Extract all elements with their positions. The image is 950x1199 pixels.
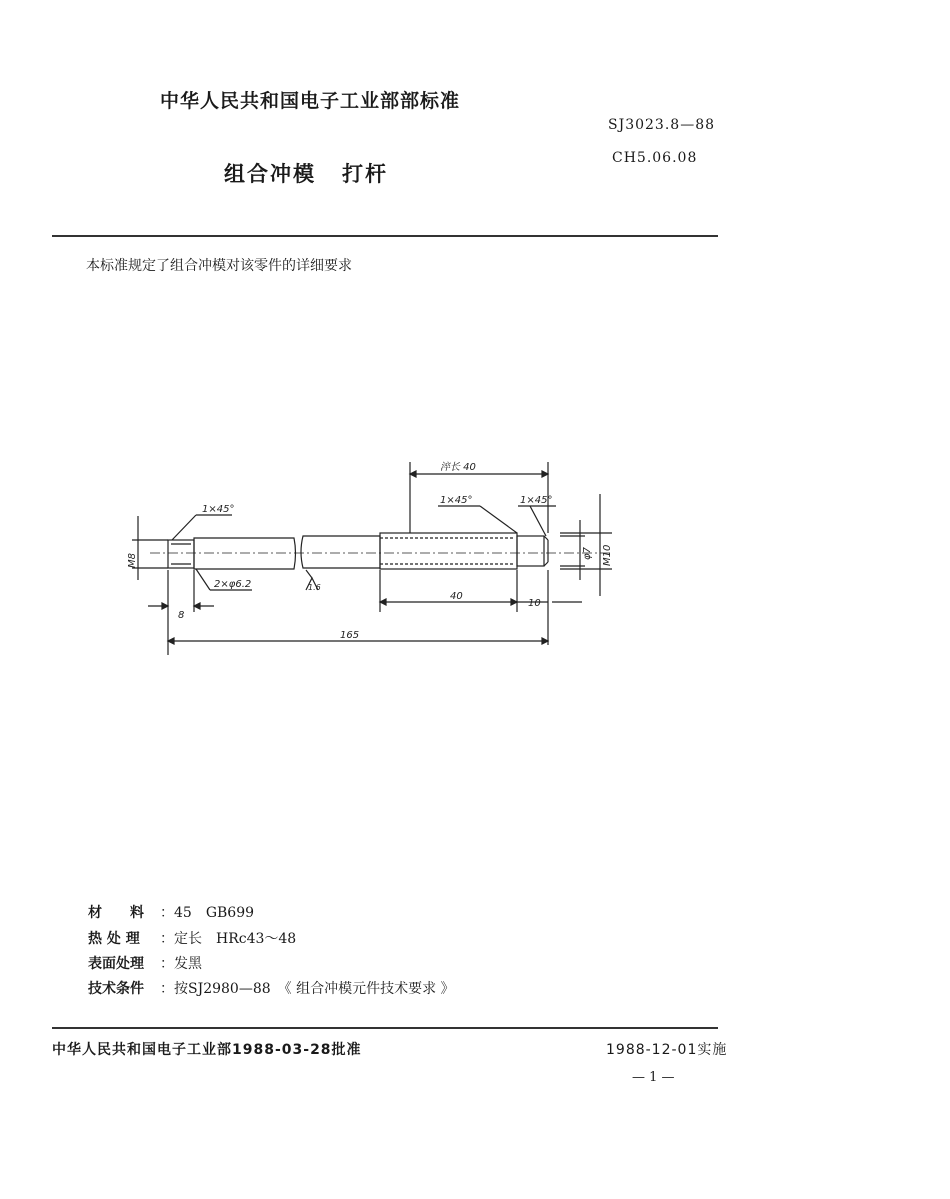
label-chamfer-mid: 1×45° — [440, 495, 473, 506]
spec-key: 材 料 — [88, 905, 144, 921]
part-code: CH5.06.08 — [612, 150, 698, 166]
label-right-thread: M10 — [602, 544, 613, 566]
spec-key: 热 处 理 — [88, 931, 140, 947]
label-end-length: 10 — [528, 598, 541, 609]
label-total-length: 165 — [340, 630, 360, 641]
label-thread-length: 淬长 40 — [440, 462, 476, 473]
spec-value: 发黑 — [174, 956, 202, 972]
shaft-segment-middle — [301, 536, 380, 568]
label-roughness: 1.6 — [308, 583, 321, 592]
spec-value: 定长 HRc43～48 — [174, 931, 297, 947]
label-diameter: φ7 — [582, 547, 593, 560]
label-mid-length: 40 — [450, 591, 463, 602]
spec-value: 45 GB699 — [174, 905, 255, 921]
spec-row-heat-treatment: 热 处 理 ：定长 HRc43～48 — [88, 928, 296, 948]
effective-date: 1988-12-01实施 — [606, 1042, 728, 1058]
label-chamfer-left: 1×45° — [202, 504, 235, 515]
spec-key: 表面处理 — [88, 956, 144, 972]
spec-row-surface-treatment: 表面处理 ：发黑 — [88, 953, 202, 973]
spec-row-technical-conditions: 技术条件 ：按SJ2980—88 《 组合冲模元件技术要求 》 — [88, 978, 455, 998]
spec-row-material: 材 料 ：45 GB699 — [88, 902, 254, 922]
standard-code: SJ3023.8—88 — [608, 117, 716, 133]
end-pilot — [517, 536, 544, 566]
footer-divider — [52, 1027, 718, 1029]
title-main: 组合冲模 — [224, 162, 316, 186]
label-left-length: 8 — [178, 610, 185, 621]
issuing-organization: 中华人民共和国电子工业部部标准 — [160, 90, 461, 112]
page-number: — 1 — — [632, 1070, 675, 1085]
label-left-thread: M8 — [127, 553, 138, 568]
scope-text: 本标准规定了组合冲模对该零件的详细要求 — [86, 258, 352, 274]
label-grooves: 2×φ6.2 — [214, 579, 252, 590]
spec-value: 按SJ2980—88 《 组合冲模元件技术要求 》 — [174, 981, 455, 997]
spec-key: 技术条件 — [88, 981, 144, 997]
shaft-segment-left — [194, 538, 296, 569]
label-chamfer-right: 1×45° — [520, 495, 553, 506]
title-part: 打杆 — [342, 162, 388, 186]
approval-statement: 中华人民共和国电子工业部1988-03-28批准 — [52, 1042, 362, 1058]
